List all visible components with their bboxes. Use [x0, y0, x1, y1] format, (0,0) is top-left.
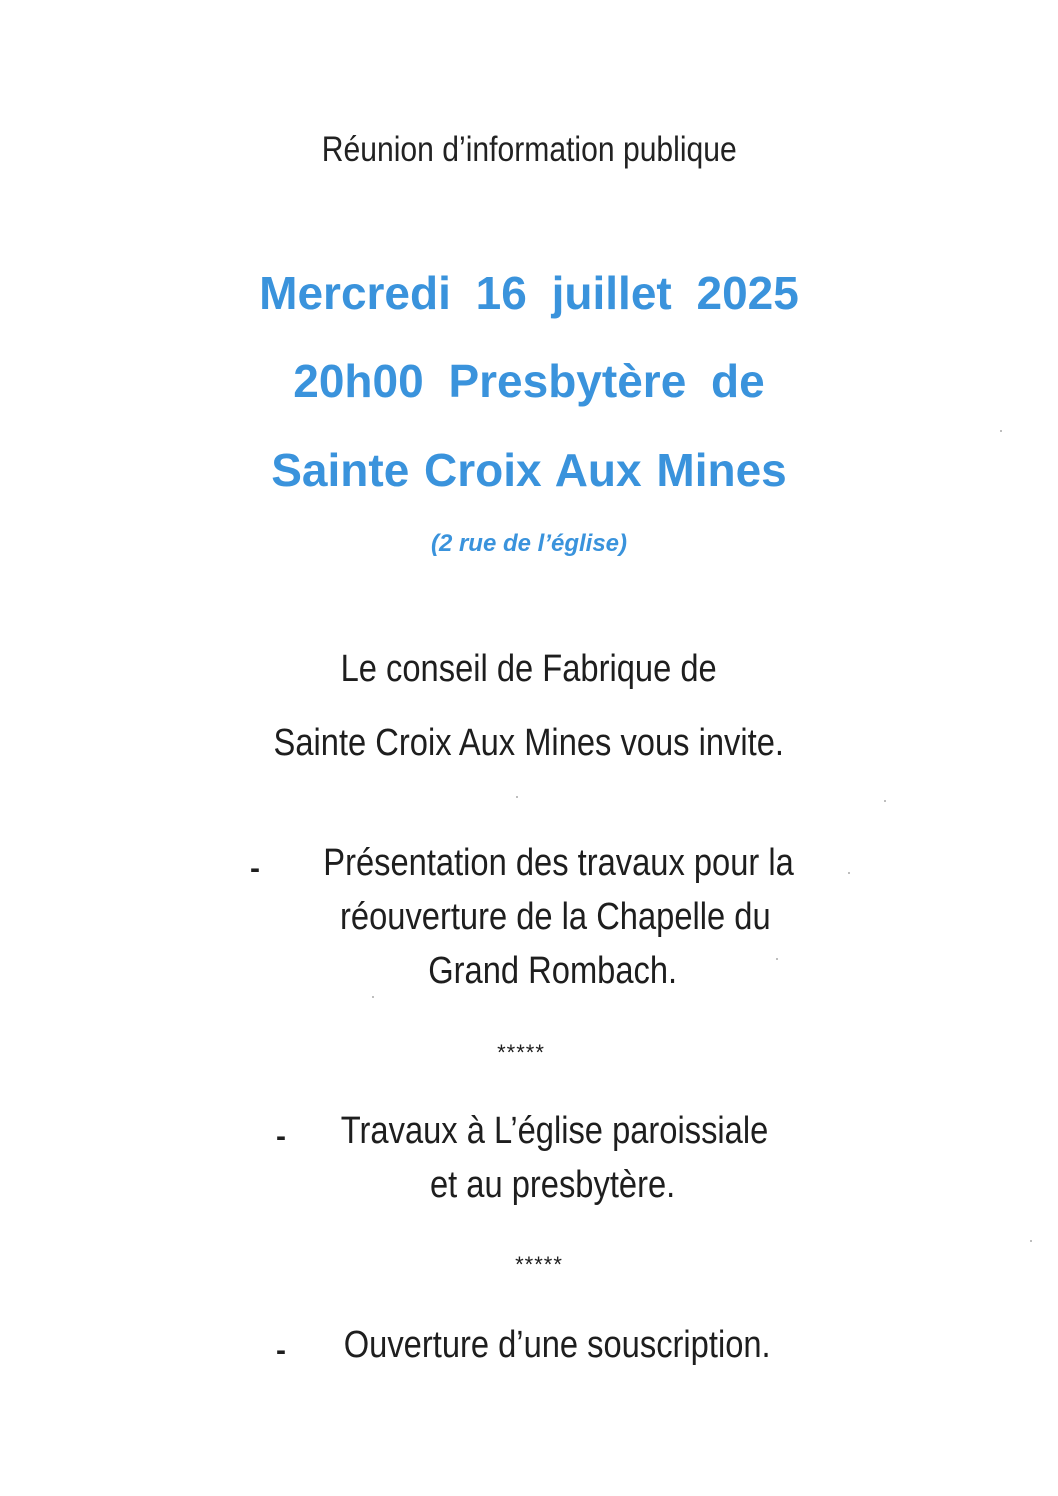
bullet-dash: -: [276, 1334, 286, 1367]
scan-speck: [516, 796, 518, 798]
agenda-item-1-line-2-text: réouverture de la Chapelle du: [339, 896, 771, 938]
scan-speck: [372, 996, 374, 998]
bullet-dash: -: [276, 1120, 286, 1153]
scan-speck: [1000, 430, 1002, 432]
agenda-item-1-line-1-text: Présentation des travaux pour la: [323, 842, 795, 884]
scan-speck: [884, 800, 886, 802]
event-town-text: Sainte Croix Aux Mines: [271, 444, 787, 496]
event-date: [0, 266, 1058, 320]
event-time-place-text: 20h00 Presbytère de: [293, 355, 765, 407]
agenda-item-1-line-3: [24, 950, 1058, 993]
event-address-text: (2 rue de l’église): [430, 530, 628, 557]
separator-2-text: *****: [515, 1252, 563, 1277]
agenda-item-2-line-1: [26, 1110, 1058, 1153]
scan-speck: [1030, 1240, 1032, 1242]
scan-speck: [776, 958, 778, 960]
separator-2: [10, 1252, 1058, 1278]
agenda-item-1-line-1: [30, 842, 1058, 885]
agenda-item-1-line-2: [26, 896, 1058, 939]
invitation-line-2-text: Sainte Croix Aux Mines vous invite.: [273, 722, 785, 764]
agenda-item-1-line-3-text: Grand Rombach.: [428, 950, 678, 992]
invitation-line-1-text: Le conseil de Fabrique de: [340, 648, 718, 690]
scan-speck: [848, 872, 850, 874]
agenda-item-3-line-1-text: Ouverture d’une souscription.: [343, 1324, 771, 1366]
event-town: [0, 443, 1058, 497]
bullet-dash: -: [250, 852, 260, 885]
separator-1: [0, 1040, 1050, 1066]
event-address: [0, 530, 1058, 558]
notice-heading: [0, 130, 1058, 170]
invitation-line-1: [0, 648, 1058, 691]
event-date-text: Mercredi 16 juillet 2025: [259, 267, 799, 319]
agenda-item-2-line-2: [24, 1164, 1058, 1207]
heading-text: Réunion d’information publique: [321, 130, 737, 169]
event-time-place: [0, 354, 1058, 408]
invitation-line-2: [0, 722, 1058, 765]
agenda-item-2-line-1-text: Travaux à L’église paroissiale: [341, 1110, 769, 1152]
separator-1-text: *****: [497, 1040, 545, 1065]
agenda-item-2-line-2-text: et au presbytère.: [430, 1164, 676, 1206]
agenda-item-3-line-1: [28, 1324, 1058, 1367]
